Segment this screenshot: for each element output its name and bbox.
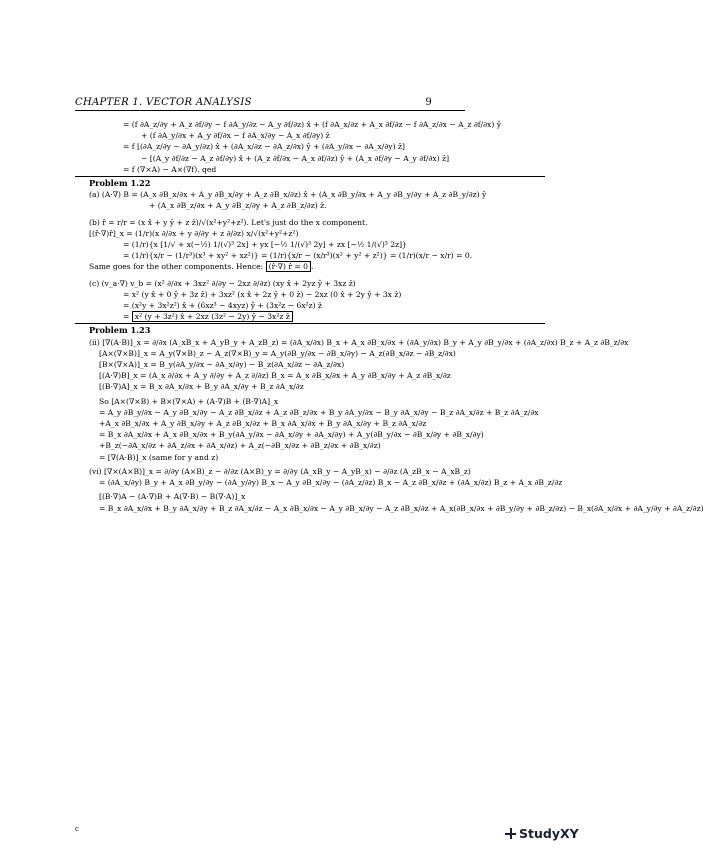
boxed-result: (r̂·∇) r̂ = 0 [266, 261, 311, 272]
equation-line [75, 217, 545, 228]
equation-text: = x² (y x̂ + 0 ŷ + 3z ẑ) + 3xz² (x x̂ + 2z ŷ + 0 ẑ) − 2xz (0 x̂ + 2y ŷ + 3x ẑ) [123, 289, 402, 299]
equation-text: [B×(∇×A)]_x = B_y(∂A_y/∂x − ∂A_x/∂y) − B_z(∂A_x/∂z − ∂A_z/∂x) [99, 360, 345, 370]
equation-line [75, 278, 545, 289]
equation-text: (vi) [∇×(A×B)]_x = ∂/∂y (A×B)_z − ∂/∂z (A×B)_y = ∂/∂y (A_xB_y − A_yB_x) − ∂/∂z (A_zB_x − A_xB_z) [89, 466, 471, 476]
problem-heading: Problem 1.23 [89, 325, 151, 336]
plus-icon [505, 828, 516, 839]
equation-text: = (f ∂A_z/∂y + A_z ∂f/∂y − f ∂A_y/∂z − A_y ∂f/∂z) x̂ + (f ∂A_x/∂z + A_x ∂f/∂z − f ∂A_z/∂x − A_z ∂f/∂x) ŷ [123, 120, 501, 129]
equation-text: = B_x ∂A_x/∂x + B_y ∂A_x/∂y + B_z ∂A_x/∂z − A_x ∂B_x/∂x − A_y ∂B_x/∂y − A_z ∂B_x/∂z + A_x(∂B_x/∂x + ∂B_y/∂y + ∂B_z/∂z) − B_x(∂A_x/∂x + ∂A_y/∂y + ∂A_z/∂z) [99, 503, 704, 513]
equation-line [75, 418, 545, 429]
equation-text: = (1/r){x/r − (1/r³)(x³ + xy² + xz²)} = (1/r){x/r − (x/r³)(x² + y² + z²)} = (1/r)(x/r − x/r) = 0. [123, 251, 473, 261]
equation-line [75, 239, 545, 250]
equation-line [75, 250, 545, 261]
boxed-result: x² (y + 3z²) x̂ + 2xz (3z² − 2y) ŷ − 3x²z ẑ [132, 311, 293, 322]
page-header [75, 97, 432, 108]
equation-text: = (x²y + 3x²z²) x̂ + (6xz³ − 4xyz) ŷ + (3x²z − 6x²z) ẑ [123, 301, 323, 311]
trailing-punctuation: . [310, 262, 314, 272]
equation-line [75, 261, 545, 272]
equation-line [75, 130, 545, 141]
copyright-mark: c [75, 825, 79, 833]
equation-line [75, 119, 545, 130]
equation-text: = (∂A_x/∂y) B_y + A_x ∂B_y/∂y − (∂A_y/∂y) B_x − A_y ∂B_x/∂y − (∂A_z/∂z) B_x − A_z ∂B_x/∂z + (∂A_x/∂z) B_z + A_x ∂B_z/∂z [99, 478, 563, 488]
equation-text: [(A·∇)B]_x = (A_x ∂/∂x + A_y ∂/∂y + A_z ∂/∂z) B_x = A_x ∂B_x/∂x + A_y ∂B_x/∂y + A_z ∂B_x/∂z [99, 371, 451, 381]
equation-text: = B_x ∂A_x/∂x + A_x ∂B_x/∂x + B_y(∂A_y/∂x − ∂A_x/∂y + ∂A_x/∂y) + A_y(∂B_y/∂x − ∂B_x/∂y + ∂B_x/∂y) [99, 430, 484, 440]
equation-line [75, 348, 545, 359]
equation-line [75, 189, 545, 200]
equation-text: − [(A_y ∂f/∂z − A_z ∂f/∂y) x̂ + (A_z ∂f/∂x − A_x ∂f/∂z) ŷ + (A_x ∂f/∂y − A_y ∂f/∂x) ẑ] [141, 153, 450, 163]
equation-text: = f [(∂A_z/∂y − ∂A_y/∂z) x̂ + (∂A_x/∂z − ∂A_z/∂x) ŷ + (∂A_y/∂x − ∂A_x/∂y) ẑ] [123, 142, 405, 152]
equation-text: (b) r̂ = r/r = (x x̂ + y ŷ + z ẑ)/√(x²+y²+z²). Let's just do the x component. [89, 217, 368, 227]
studyxy-logo[interactable] [505, 826, 579, 842]
section-divider [75, 323, 545, 324]
equation-text: [(B·∇)A − (A·∇)B + A(∇·B) − B(∇·A)]_x [99, 492, 246, 502]
equation-line [75, 429, 545, 440]
equation-text: = A_y ∂B_y/∂x − A_y ∂B_x/∂y − A_z ∂B_x/∂z + A_z ∂B_z/∂x + B_y ∂A_y/∂x − B_y ∂A_x/∂y − B_z ∂A_x/∂z + B_z ∂A_z/∂x [99, 407, 539, 417]
equation-line [75, 370, 545, 381]
equation-line [75, 359, 545, 370]
equation-line [75, 407, 545, 418]
equation-text: [A×(∇×B)]_x = A_y(∇×B)_z − A_z(∇×B)_y = A_y(∂B_y/∂x − ∂B_x/∂y) − A_z(∂B_x/∂z − ∂B_z/∂x) [99, 348, 456, 358]
equation-line [75, 289, 545, 300]
equation-text: = [∇(A·B)]_x (same for y and z) [99, 452, 219, 462]
equation-text: (a) (A·∇) B = (A_x ∂B_x/∂x + A_y ∂B_x/∂y + A_z ∂B_x/∂z) x̂ + (A_x ∂B_y/∂x + A_y ∂B_y/∂y + A_z ∂B_y/∂z) ŷ [89, 190, 487, 200]
equation-line [75, 337, 629, 348]
equation-line [75, 503, 704, 514]
equation-line [75, 164, 545, 175]
section-divider [75, 176, 545, 177]
equation-line [75, 477, 563, 488]
equation-line [75, 200, 545, 211]
equation-line [75, 466, 545, 477]
equation-text: (c) (v_a·∇) v_b = (x² ∂/∂x + 3xz² ∂/∂y − 2xz ∂/∂z) (xy x̂ + 2yz ŷ + 3xz ẑ) [89, 278, 356, 288]
equation-text: So [A×(∇×B) + B×(∇×A) + (A·∇)B + (B·∇)A]_x [99, 396, 279, 406]
page-body [75, 119, 704, 514]
equation-line [75, 381, 545, 392]
problem-heading: Problem 1.22 [89, 178, 151, 189]
equation-line [75, 153, 545, 164]
equation-text: = f (∇×A) − A×(∇f). qed [123, 164, 217, 174]
equation-text: + (f ∂A_y/∂x + A_y ∂f/∂x − f ∂A_x/∂y − A_x ∂f/∂y) ẑ [141, 131, 330, 141]
logo-text: StudyXY [519, 826, 579, 841]
equation-line [75, 141, 545, 152]
equation-line [75, 300, 545, 311]
equation-line [75, 396, 545, 407]
equation-text: Same goes for the other components. Hence: [89, 262, 266, 272]
equation-text: [(r̂·∇)r̂]_x = (1/r)(x ∂/∂x + y ∂/∂y + z ∂/∂z) x/√(x²+y²+z²) [89, 228, 299, 238]
equation-line [75, 452, 545, 463]
equation-text: +B_z(−∂A_x/∂z + ∂A_z/∂x + ∂A_x/∂z) + A_z(−∂B_x/∂z + ∂B_z/∂x + ∂B_x/∂z) [99, 441, 381, 451]
equation-line [75, 440, 545, 451]
equation-text: +A_x ∂B_x/∂x + A_y ∂B_x/∂y + A_z ∂B_x/∂z + B_x ∂A_x/∂x + B_y ∂A_x/∂y + B_z ∂A_x/∂z [99, 419, 427, 429]
chapter-title: CHAPTER 1. VECTOR ANALYSIS [75, 97, 252, 108]
equation-text: [(B·∇)A]_x = B_x ∂A_x/∂x + B_y ∂A_x/∂y + B_z ∂A_x/∂z [99, 382, 304, 392]
equation-line [75, 228, 545, 239]
page-number: 9 [425, 97, 432, 108]
header-divider [75, 110, 465, 111]
equation-line [75, 311, 545, 322]
equation-text: (ii) [∇(A·B)]_x = ∂/∂x (A_xB_x + A_yB_y + A_zB_z) = (∂A_x/∂x) B_x + A_x ∂B_x/∂x + (∂A_y/∂x) B_y + A_y ∂B_y/∂x + (∂A_z/∂x) B_z + A_z ∂B_z/∂x [89, 337, 629, 347]
equation-text: = (1/r){x [1/√ + x(−½) 1/(√)³ 2x] + yx [−½ 1/(√)³ 2y] + zx [−½ 1/(√)³ 2z]} [123, 240, 407, 250]
equation-text: + (A_x ∂B_z/∂x + A_y ∂B_z/∂y + A_z ∂B_z/∂z) ẑ. [149, 201, 327, 211]
equation-line [75, 491, 545, 502]
equation-text: = [123, 312, 132, 322]
